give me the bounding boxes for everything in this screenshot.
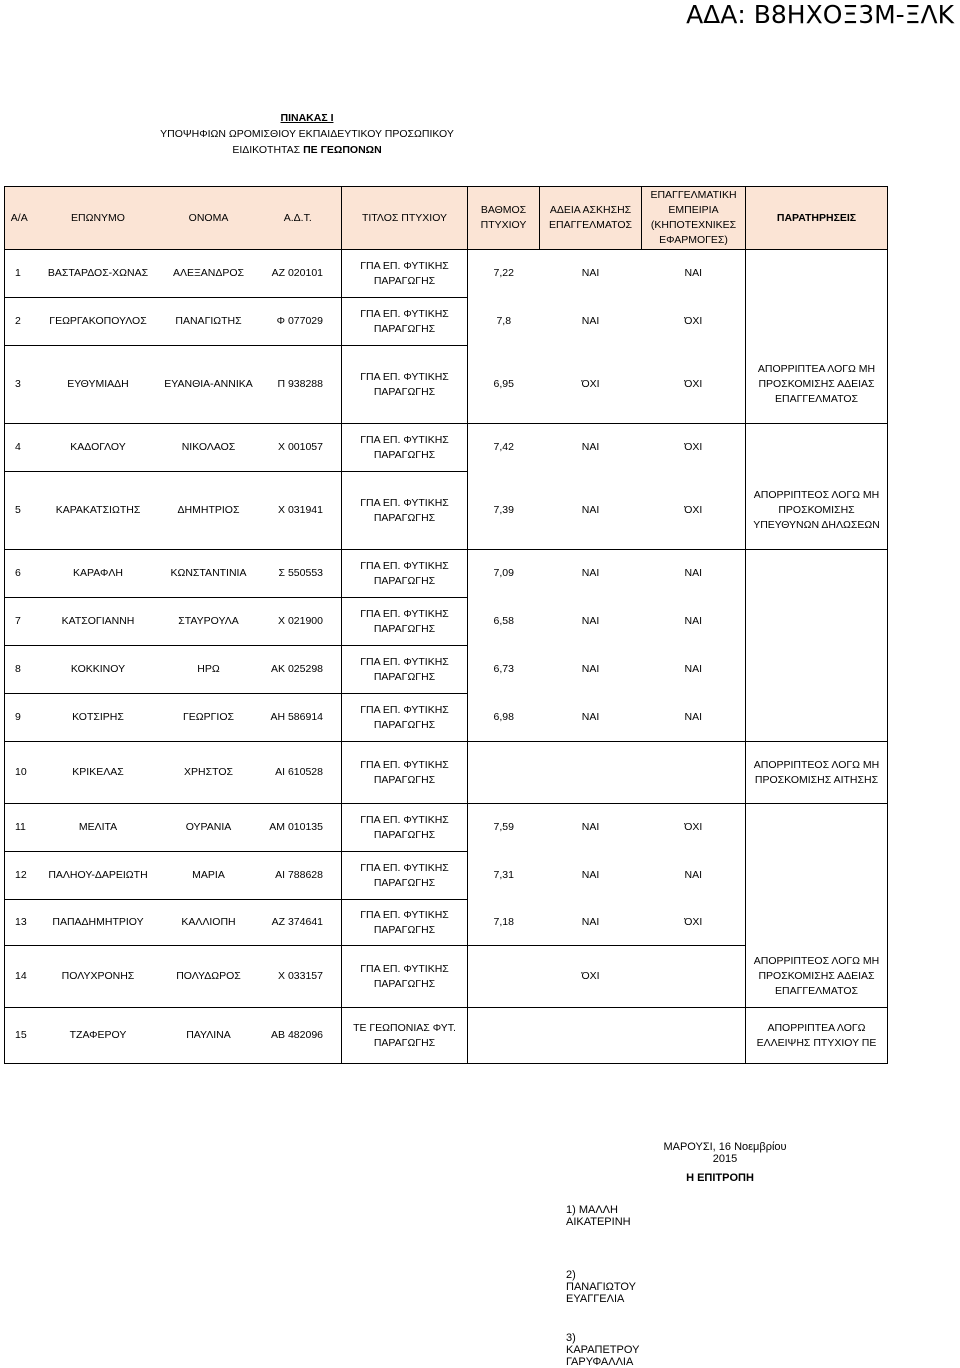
cell-notes <box>746 900 888 946</box>
cell-name: ΟΥΡΑΝΙΑ <box>163 804 255 852</box>
cell-notes: ΑΠΟΡΡΙΠΤΕΟΣ ΛΟΓΩ ΜΗ ΠΡΟΣΚΟΜΙΣΗΣ ΥΠΕΥΘΥΝΩΝ ΔΗΛΩΣΕΩΝ <box>746 472 888 550</box>
cell-experience: ΝΑΙ <box>642 550 746 598</box>
cell-degree: ΓΠΑ ΕΠ. ΦΥΤΙΚΗΣ ΠΑΡΑΓΩΓΗΣ <box>342 946 468 1008</box>
cell-notes <box>746 298 888 346</box>
col-adt: Α.Δ.Τ. <box>255 187 342 250</box>
cell-notes <box>746 250 888 298</box>
cell-adt: Χ 031941 <box>255 472 342 550</box>
cell-experience: ΝΑΙ <box>642 250 746 298</box>
table-row <box>5 694 888 742</box>
cell-aa: 15 <box>5 1008 34 1064</box>
cell-name: ΠΑΥΛΙΝΑ <box>163 1008 255 1064</box>
cell-license: ΝΑΙ <box>540 472 642 550</box>
cell-degree: ΓΠΑ ΕΠ. ΦΥΤΙΚΗΣ ΠΑΡΑΓΩΓΗΣ <box>342 900 468 946</box>
cell-license <box>540 742 642 804</box>
col-aa: Α/Α <box>5 187 34 250</box>
cell-name: ΝΙΚΟΛΑΟΣ <box>163 424 255 472</box>
cell-name: ΠΑΝΑΓΙΩΤΗΣ <box>163 298 255 346</box>
cell-adt: Χ 033157 <box>255 946 342 1008</box>
cell-grade: 7,59 <box>493 821 514 834</box>
cell-adt: ΑΒ 482096 <box>255 1008 342 1064</box>
cell-degree: ΤΕ ΓΕΩΠΟΝΙΑΣ ΦΥΤ. ΠΑΡΑΓΩΓΗΣ <box>342 1008 468 1064</box>
cell-adt: Σ 550553 <box>255 550 342 598</box>
table-title: ΠΙΝΑΚΑΣ Ι <box>280 112 334 124</box>
cell-experience: ΝΑΙ <box>642 646 746 694</box>
cell-adt: Φ 077029 <box>255 298 342 346</box>
cell-experience: ΌΧΙ <box>642 346 746 424</box>
cell-name: ΧΡΗΣΤΟΣ <box>163 742 255 804</box>
table-row <box>5 424 888 472</box>
cell-grade: 7,42 <box>493 441 514 454</box>
cell-grade: 7,31 <box>493 869 514 881</box>
heading-line-3-prefix: ΕΙΔΙΚΟΤΗΤΑΣ <box>232 144 301 156</box>
cell-experience: ΌΧΙ <box>642 472 746 550</box>
cell-license: ΝΑΙ <box>540 694 642 742</box>
cell-aa: 13 <box>5 900 34 946</box>
cell-surname: ΚΑΤΣΟΓΙΑΝΝΗ <box>34 598 163 646</box>
committee-member-1: 1) ΜΑΛΛΗ ΑΙΚΑΤΕΡΙΝΗ <box>566 1204 631 1228</box>
col-name: ΟΝΟΜΑ <box>163 187 255 250</box>
table-row <box>5 900 888 946</box>
cell-aa: 8 <box>5 646 34 694</box>
cell-aa: 11 <box>5 804 34 852</box>
col-grade-line-2: ΠΤΥΧΙΟΥ <box>480 219 527 231</box>
table-row <box>5 742 888 804</box>
cell-grade: 7,8 <box>496 315 512 327</box>
col-experience <box>642 187 746 250</box>
cell-surname: ΒΑΣΤΑΡΔΟΣ-ΧΩΝΑΣ <box>34 250 163 298</box>
cell-grade: 6,58 <box>493 615 514 627</box>
cell-notes: ΑΠΟΡΡΙΠΤΕΟΣ ΛΟΓΩ ΜΗ ΠΡΟΣΚΟΜΙΣΗΣ ΑΔΕΙΑΣ ΕΠΑΓΓΕΛΜΑΤΟΣ <box>746 946 888 1008</box>
cell-aa: 1 <box>5 250 34 298</box>
place-date: ΜΑΡΟΥΣΙ, 16 Νοεμβρίου 2015 <box>663 1141 787 1165</box>
cell-name: ΣΤΑΥΡΟΥΛΑ <box>163 598 255 646</box>
col-experience-line-3: (ΚΗΠΟΤΕΧΝΙΚΕΣ <box>650 219 737 231</box>
cell-name: ΠΟΛΥΔΩΡΟΣ <box>163 946 255 1008</box>
cell-name: ΚΩΝΣΤΑΝΤΙΝΙΑ <box>163 550 255 598</box>
committee-member-2: 2) ΠΑΝΑΓΙΩΤΟΥ ΕΥΑΓΓΕΛΙΑ <box>566 1269 636 1305</box>
col-grade-line-1: ΒΑΘΜΟΣ <box>480 204 527 216</box>
cell-adt: Π 938288 <box>255 346 342 424</box>
cell-degree: ΓΠΑ ΕΠ. ΦΥΤΙΚΗΣ ΠΑΡΑΓΩΓΗΣ <box>342 742 468 804</box>
cell-notes: ΑΠΟΡΡΙΠΤΕΑ ΛΟΓΩ ΜΗ ΠΡΟΣΚΟΜΙΣΗΣ ΑΔΕΙΑΣ ΕΠΑΓΓΕΛΜΑΤΟΣ <box>746 346 888 424</box>
table-row <box>5 298 888 346</box>
cell-adt: Χ 021900 <box>255 598 342 646</box>
cell-degree: ΓΠΑ ΕΠ. ΦΥΤΙΚΗΣ ΠΑΡΑΓΩΓΗΣ <box>342 852 468 900</box>
table-row <box>5 346 888 424</box>
cell-name: ΚΑΛΛΙΟΠΗ <box>163 900 255 946</box>
table-row <box>5 804 888 852</box>
cell-aa: 12 <box>5 852 34 900</box>
cell-grade: 7,18 <box>468 900 540 946</box>
cell-license <box>540 1008 642 1064</box>
col-license-line-2: ΕΠΑΓΓΕΛΜΑΤΟΣ <box>548 219 633 231</box>
cell-grade: 6,98 <box>468 694 540 742</box>
cell-license: ΝΑΙ <box>581 441 600 454</box>
table-row <box>5 852 888 900</box>
cell-surname: ΠΑΛΗΟΥ-ΔΑΡΕΙΩΤΗ <box>34 852 163 900</box>
cell-degree: ΓΠΑ ΕΠ. ΦΥΤΙΚΗΣ ΠΑΡΑΓΩΓΗΣ <box>342 250 468 298</box>
cell-degree: ΓΠΑ ΕΠ. ΦΥΤΙΚΗΣ ΠΑΡΑΓΩΓΗΣ <box>342 598 468 646</box>
cell-surname: ΠΑΠΑΔΗΜΗΤΡΙΟΥ <box>34 900 163 946</box>
cell-license: ΌΧΙ <box>540 946 642 1008</box>
committee-label: Η ΕΠΙΤΡΟΠΗ <box>686 1172 754 1184</box>
cell-experience: ΌΧΙ <box>642 298 746 346</box>
cell-surname: ΚΡΙΚΕΛΑΣ <box>34 742 163 804</box>
cell-experience: ΌΧΙ <box>642 804 746 852</box>
cell-experience: ΝΑΙ <box>642 852 746 900</box>
cell-aa: 10 <box>5 742 34 804</box>
table-row <box>5 472 888 550</box>
cell-grade <box>468 1008 540 1064</box>
cell-surname: ΚΑΡΑΚΑΤΣΙΩΤΗΣ <box>34 472 163 550</box>
col-notes: ΠΑΡΑΤΗΡΗΣΕΙΣ <box>746 187 888 250</box>
cell-degree: ΓΠΑ ΕΠ. ΦΥΤΙΚΗΣ ΠΑΡΑΓΩΓΗΣ <box>342 804 468 852</box>
cell-name: ΔΗΜΗΤΡΙΟΣ <box>163 472 255 550</box>
cell-notes <box>746 550 888 598</box>
cell-degree: ΓΠΑ ΕΠ. ΦΥΤΙΚΗΣ ΠΑΡΑΓΩΓΗΣ <box>342 472 468 550</box>
cell-notes <box>746 424 888 472</box>
cell-name: ΜΑΡΙΑ <box>163 852 255 900</box>
heading-line-3-specialty: ΠΕ ΓΕΩΠΟΝΩΝ <box>303 144 382 156</box>
cell-aa: 5 <box>5 472 34 550</box>
cell-license: ΝΑΙ <box>581 267 600 280</box>
col-surname: ΕΠΩΝΥΜΟ <box>34 187 163 250</box>
cell-degree: ΓΠΑ ΕΠ. ΦΥΤΙΚΗΣ ΠΑΡΑΓΩΓΗΣ <box>342 694 468 742</box>
cell-grade <box>468 742 540 804</box>
cell-adt: ΑΜ 010135 <box>255 804 342 852</box>
cell-aa: 4 <box>5 424 34 472</box>
cell-license: ΝΑΙ <box>581 821 600 834</box>
cell-grade: 6,73 <box>493 663 514 675</box>
cell-license: ΝΑΙ <box>581 663 600 675</box>
cell-degree: ΓΠΑ ΕΠ. ΦΥΤΙΚΗΣ ΠΑΡΑΓΩΓΗΣ <box>342 646 468 694</box>
col-degree: ΤΙΤΛΟΣ ΠΤΥΧΙΟΥ <box>342 187 468 250</box>
cell-grade: 7,39 <box>468 472 540 550</box>
cell-notes <box>746 598 888 646</box>
cell-grade <box>468 946 540 1008</box>
cell-surname: ΓΕΩΡΓΑΚΟΠΟΥΛΟΣ <box>34 298 163 346</box>
col-experience-line-2: ΕΜΠΕΙΡΙΑ <box>668 204 719 216</box>
cell-experience: ΝΑΙ <box>642 598 746 646</box>
cell-surname: ΚΑΔΟΓΛΟΥ <box>34 424 163 472</box>
cell-license: ΝΑΙ <box>581 567 600 580</box>
col-grade <box>468 187 540 250</box>
cell-license: ΌΧΙ <box>540 346 642 424</box>
cell-degree: ΓΠΑ ΕΠ. ΦΥΤΙΚΗΣ ΠΑΡΑΓΩΓΗΣ <box>342 346 468 424</box>
cell-adt: ΑΙ 610528 <box>255 742 342 804</box>
cell-aa: 9 <box>5 694 34 742</box>
table-header-row <box>5 187 888 250</box>
col-license <box>540 187 642 250</box>
ada-code: ΑΔΑ: Β8ΗΧΟΞ3Μ-ΞΛΚ <box>686 0 954 29</box>
cell-name: ΗΡΩ <box>163 646 255 694</box>
cell-notes <box>746 646 888 694</box>
cell-surname: ΚΟΤΣΙΡΗΣ <box>34 694 163 742</box>
cell-name: ΑΛΕΞΑΝΔΡΟΣ <box>163 250 255 298</box>
cell-license: ΝΑΙ <box>581 615 600 627</box>
cell-notes: ΑΠΟΡΡΙΠΤΕΑ ΛΟΓΩ ΕΛΛΕΙΨΗΣ ΠΤΥΧΙΟΥ ΠΕ <box>746 1008 888 1064</box>
cell-notes <box>746 694 888 742</box>
table-row <box>5 598 888 646</box>
cell-surname: ΠΟΛΥΧΡΟΝΗΣ <box>34 946 163 1008</box>
cell-degree: ΓΠΑ ΕΠ. ΦΥΤΙΚΗΣ ΠΑΡΑΓΩΓΗΣ <box>342 424 468 472</box>
cell-experience: ΌΧΙ <box>642 900 746 946</box>
cell-license: ΝΑΙ <box>581 315 600 327</box>
cell-license: ΝΑΙ <box>540 900 642 946</box>
committee-member-3: 3) ΚΑΡΑΠΕΤΡΟΥ ΓΑΡΥΦΑΛΛΙΑ <box>566 1332 640 1368</box>
cell-experience <box>642 742 746 804</box>
cell-notes <box>746 804 888 852</box>
cell-license: ΝΑΙ <box>581 869 600 881</box>
table-row <box>5 1008 888 1064</box>
cell-aa: 3 <box>5 346 34 424</box>
cell-experience: ΌΧΙ <box>642 424 746 472</box>
candidates-table <box>4 186 888 1064</box>
cell-aa: 7 <box>5 598 34 646</box>
cell-adt: ΑΖ 020101 <box>255 250 342 298</box>
cell-aa: 6 <box>5 550 34 598</box>
table-row <box>5 250 888 298</box>
cell-experience <box>642 946 746 1008</box>
cell-grade: 6,95 <box>468 346 540 424</box>
cell-notes <box>746 852 888 900</box>
col-experience-line-1: ΕΠΑΓΓΕΛΜΑΤΙΚΗ <box>650 189 737 201</box>
cell-grade: 7,22 <box>493 267 514 280</box>
table-body <box>5 250 888 1064</box>
cell-surname: ΚΟΚΚΙΝΟΥ <box>34 646 163 694</box>
cell-experience: ΝΑΙ <box>642 694 746 742</box>
table-row <box>5 550 888 598</box>
heading-line-3 <box>0 142 614 158</box>
cell-surname: ΜΕΛΙΤΑ <box>34 804 163 852</box>
cell-surname: ΤΖΑΦΕΡΟΥ <box>34 1008 163 1064</box>
table-row <box>5 946 888 1008</box>
heading-line-2: ΥΠΟΨΗΦΙΩΝ ΩΡΟΜΙΣΘΙΟΥ ΕΚΠΑΙΔΕΥΤΙΚΟΥ ΠΡΟΣΩΠΙΚΟΥ <box>160 128 454 140</box>
cell-degree: ΓΠΑ ΕΠ. ΦΥΤΙΚΗΣ ΠΑΡΑΓΩΓΗΣ <box>342 550 468 598</box>
cell-adt: ΑΚ 025298 <box>255 646 342 694</box>
cell-adt: Χ 001057 <box>255 424 342 472</box>
cell-adt: ΑΖ 374641 <box>255 900 342 946</box>
cell-degree: ΓΠΑ ΕΠ. ΦΥΤΙΚΗΣ ΠΑΡΑΓΩΓΗΣ <box>342 298 468 346</box>
col-experience-line-4: ΕΦΑΡΜΟΓΕΣ) <box>659 234 728 246</box>
cell-aa: 2 <box>5 298 34 346</box>
cell-experience <box>642 1008 746 1064</box>
table-row <box>5 646 888 694</box>
cell-aa: 14 <box>5 946 34 1008</box>
document-heading <box>0 110 614 158</box>
cell-name: ΕΥΑΝΘΙΑ-ΑΝΝΙΚΑ <box>163 346 255 424</box>
col-license-line-1: ΑΔΕΙΑ ΑΣΚΗΣΗΣ <box>549 204 632 216</box>
cell-surname: ΕΥΘΥΜΙΑΔΗ <box>34 346 163 424</box>
cell-name: ΓΕΩΡΓΙΟΣ <box>163 694 255 742</box>
cell-grade: 7,09 <box>493 567 514 580</box>
cell-adt: ΑΗ 586914 <box>255 694 342 742</box>
cell-adt: ΑΙ 788628 <box>255 852 342 900</box>
cell-notes: ΑΠΟΡΡΙΠΤΕΟΣ ΛΟΓΩ ΜΗ ΠΡΟΣΚΟΜΙΣΗΣ ΑΙΤΗΣΗΣ <box>746 742 888 804</box>
cell-surname: ΚΑΡΑΦΛΗ <box>34 550 163 598</box>
